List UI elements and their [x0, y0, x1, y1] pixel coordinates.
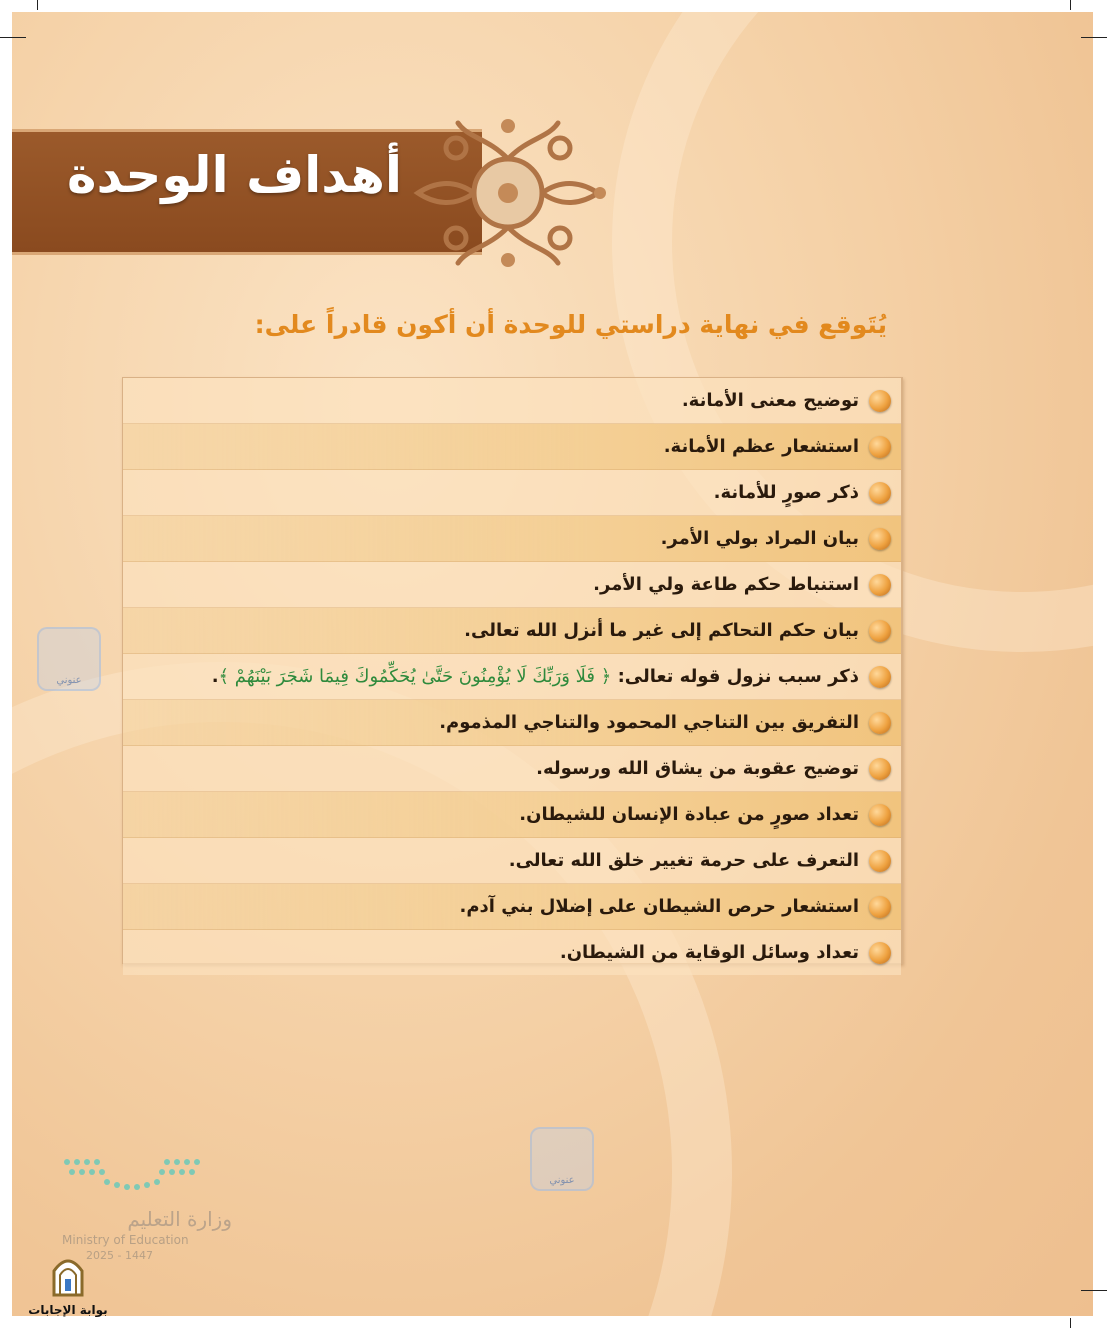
bullet-icon	[869, 804, 891, 826]
list-item	[123, 838, 901, 884]
objective-text: التفريق بين التناجي المحمود والتناجي المذموم.	[439, 712, 859, 733]
objective-text: ذكر صورٍ للأمانة.	[713, 482, 859, 503]
list-item	[123, 470, 901, 516]
watermark-label: عنوني	[549, 1175, 575, 1186]
watermark-label: عنوني	[56, 675, 82, 686]
bullet-icon	[869, 574, 891, 596]
list-item	[123, 608, 901, 654]
ornament-icon	[408, 108, 608, 278]
list-item	[123, 700, 901, 746]
list-item	[123, 884, 901, 930]
objective-text: توضيح معنى الأمانة.	[681, 390, 859, 411]
objective-text: توضيح عقوبة من يشاق الله ورسوله.	[536, 758, 859, 779]
ministry-name-ar: وزارة التعليم	[127, 1207, 232, 1231]
edition-year: 2025 - 1447	[86, 1249, 153, 1262]
objective-prefix: ذكر سبب نزول قوله تعالى:	[611, 666, 859, 687]
objective-text: استشعار حرص الشيطان على إضلال بني آدم.	[459, 896, 859, 917]
ministry-dots-icon	[62, 1157, 202, 1197]
list-item	[123, 792, 901, 838]
objective-text: استنباط حكم طاعة ولي الأمر.	[593, 574, 859, 595]
list-item	[123, 424, 901, 470]
bullet-icon	[869, 482, 891, 504]
objective-text: استشعار عظم الأمانة.	[663, 436, 859, 457]
list-item	[123, 654, 901, 700]
objective-text: تعداد صورٍ من عبادة الإنسان للشيطان.	[519, 804, 859, 825]
page	[12, 12, 1093, 1316]
bullet-icon	[869, 436, 891, 458]
intro-text: يُتَوقع في نهاية دراستي للوحدة أن أكون قادراً على:	[254, 310, 887, 339]
list-item	[123, 378, 901, 424]
bullet-icon	[869, 850, 891, 872]
list-item	[123, 746, 901, 792]
objective-text: بيان حكم التحاكم إلى غير ما أنزل الله تعالى.	[464, 620, 859, 641]
bullet-icon	[869, 942, 891, 964]
objective-text: التعرف على حرمة تغيير خلق الله تعالى.	[508, 850, 859, 871]
bullet-icon	[869, 620, 891, 642]
bullet-icon	[869, 896, 891, 918]
watermark-icon	[37, 627, 101, 691]
gateway-icon	[48, 1255, 88, 1297]
bullet-icon	[869, 666, 891, 688]
crop-mark	[1081, 1290, 1107, 1291]
crop-mark	[1070, 1318, 1071, 1328]
crop-mark	[0, 37, 26, 38]
bullet-icon	[869, 712, 891, 734]
bullet-icon	[869, 390, 891, 412]
gateway-logo	[28, 1255, 108, 1317]
crop-mark	[1070, 0, 1071, 10]
ministry-logo	[62, 1157, 232, 1262]
crop-mark	[1081, 37, 1107, 38]
crop-mark	[37, 0, 38, 10]
objective-text: تعداد وسائل الوقاية من الشيطان.	[559, 942, 859, 963]
objectives-list	[122, 377, 903, 964]
watermark-icon	[530, 1127, 594, 1191]
bullet-icon	[869, 528, 891, 550]
list-item	[123, 562, 901, 608]
page-title: أهداف الوحدة	[66, 146, 402, 204]
list-item	[123, 930, 901, 975]
list-item	[123, 516, 901, 562]
gateway-label: بوابة الإجابات	[28, 1303, 108, 1317]
objective-text: بيان المراد بولي الأمر.	[660, 528, 859, 549]
bullet-icon	[869, 758, 891, 780]
objective-suffix: .	[211, 666, 219, 687]
quran-verse: ﴿ فَلَا وَرَبِّكَ لَا يُؤْمِنُونَ حَتَّىٰ يُحَكِّمُوكَ فِيمَا شَجَرَ بَيْنَهُمْ ﴾	[218, 666, 612, 687]
objective-text	[212, 666, 859, 687]
ministry-name-en: Ministry of Education	[62, 1233, 189, 1247]
